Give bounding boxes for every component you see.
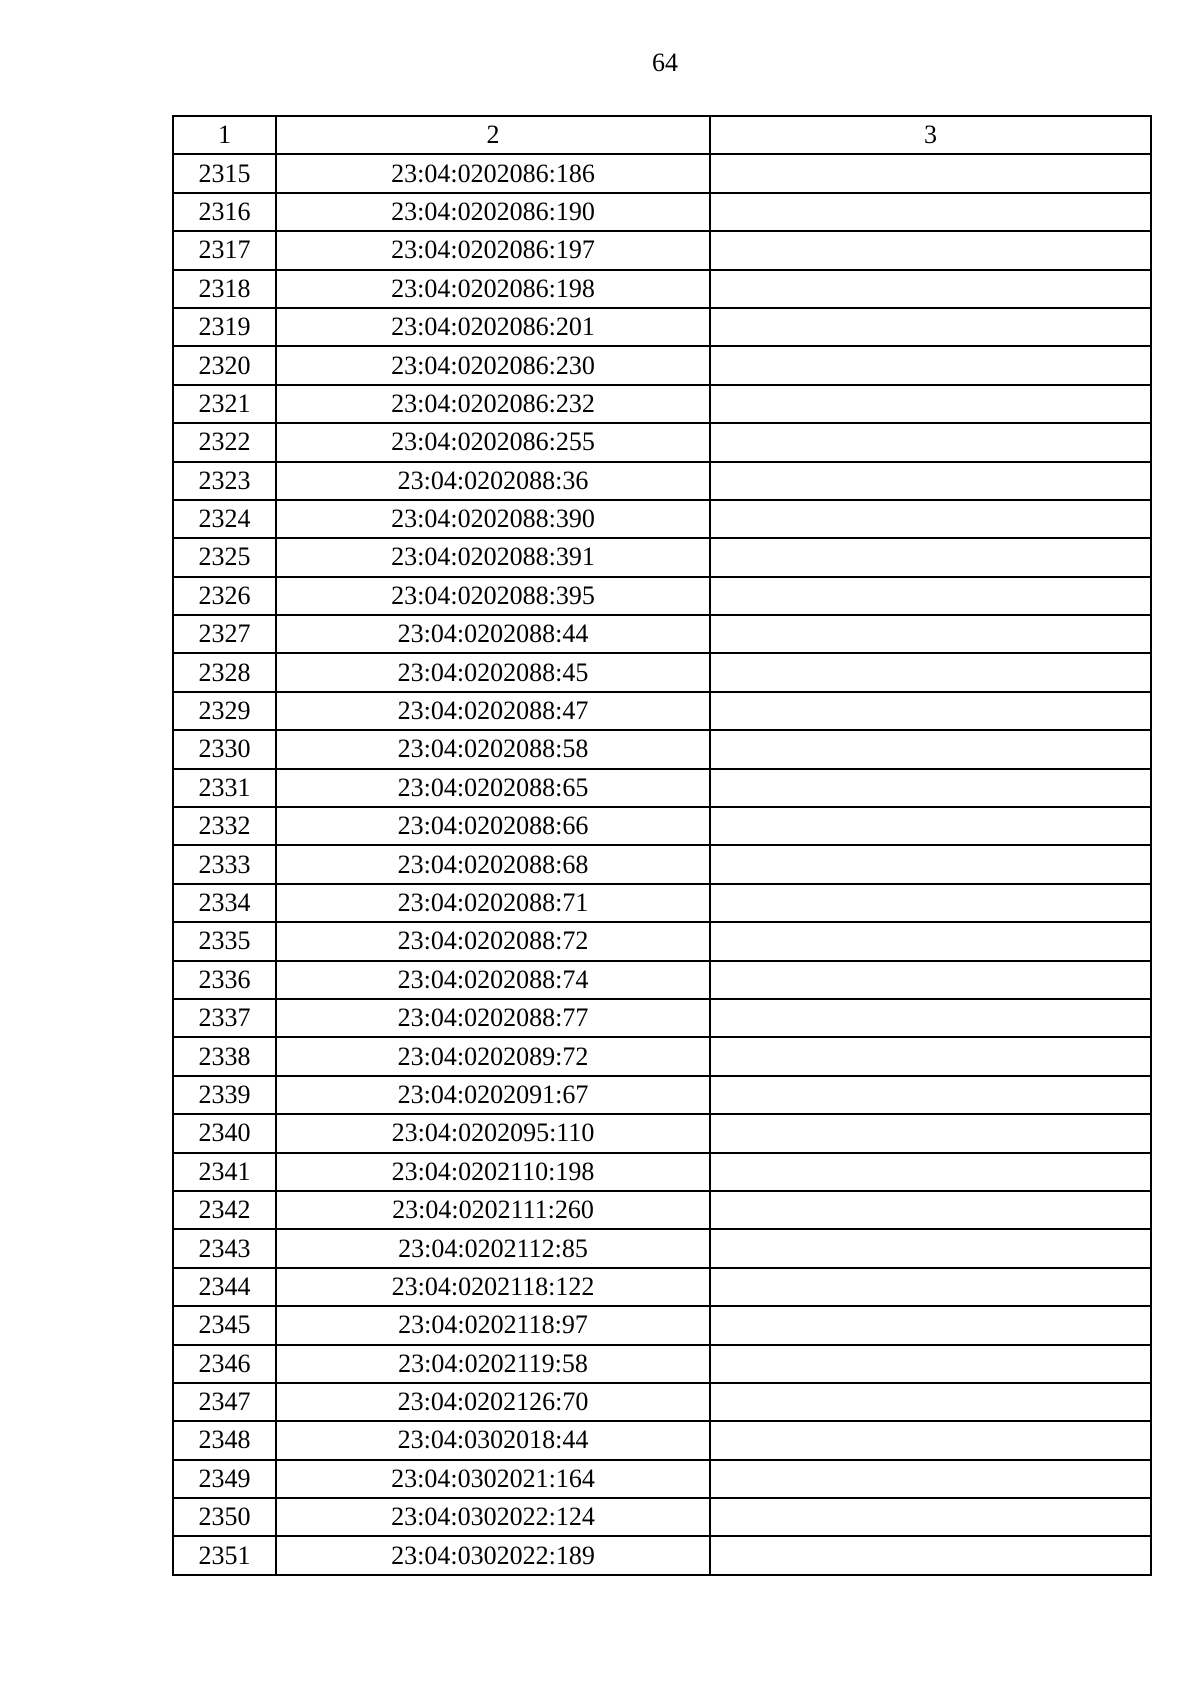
row-number-cell: 2335 [173,922,276,960]
cadastral-number-cell: 23:04:0202118:97 [276,1306,710,1344]
table-row [173,1306,1151,1344]
note-cell [710,154,1151,192]
cadastral-number-cell: 23:04:0202088:74 [276,961,710,999]
cadastral-number-cell: 23:04:0202086:197 [276,231,710,269]
cadastral-number-cell: 23:04:0202089:72 [276,1037,710,1075]
table-header [173,116,1151,154]
note-cell [710,653,1151,691]
row-number-cell: 2349 [173,1460,276,1498]
note-cell [710,1460,1151,1498]
cadastral-number-cell: 23:04:0202088:58 [276,730,710,768]
cadastral-number-cell: 23:04:0302022:124 [276,1498,710,1536]
table-body [173,154,1151,1574]
note-cell [710,1037,1151,1075]
note-cell [710,730,1151,768]
table-row [173,1114,1151,1152]
table-row [173,1268,1151,1306]
cadastral-number-cell: 23:04:0202086:232 [276,385,710,423]
table-row [173,999,1151,1037]
table-row [173,615,1151,653]
note-cell [710,1345,1151,1383]
note-cell [710,577,1151,615]
row-number-cell: 2347 [173,1383,276,1421]
column-header-3: 3 [710,116,1151,154]
row-number-cell: 2318 [173,270,276,308]
note-cell [710,423,1151,461]
cadastral-number-cell: 23:04:0302018:44 [276,1421,710,1459]
cadastral-number-cell: 23:04:0202112:85 [276,1229,710,1267]
cadastral-number-cell: 23:04:0202118:122 [276,1268,710,1306]
cadastral-number-cell: 23:04:0202088:391 [276,538,710,576]
note-cell [710,1383,1151,1421]
note-cell [710,231,1151,269]
row-number-cell: 2331 [173,769,276,807]
table-row [173,1191,1151,1229]
row-number-cell: 2338 [173,1037,276,1075]
table-row [173,922,1151,960]
note-cell [710,769,1151,807]
cadastral-number-cell: 23:04:0202126:70 [276,1383,710,1421]
cadastral-number-cell: 23:04:0202119:58 [276,1345,710,1383]
cadastral-number-cell: 23:04:0302022:189 [276,1536,710,1574]
note-cell [710,1306,1151,1344]
row-number-cell: 2351 [173,1536,276,1574]
cadastral-number-cell: 23:04:0202086:230 [276,346,710,384]
table-row [173,1460,1151,1498]
note-cell [710,193,1151,231]
cadastral-number-cell: 23:04:0202088:44 [276,615,710,653]
table-row [173,231,1151,269]
row-number-cell: 2340 [173,1114,276,1152]
note-cell [710,961,1151,999]
table-row [173,1076,1151,1114]
note-cell [710,1114,1151,1152]
parcel-table [172,115,1152,1576]
cadastral-number-cell: 23:04:0202088:65 [276,769,710,807]
row-number-cell: 2326 [173,577,276,615]
row-number-cell: 2320 [173,346,276,384]
note-cell [710,1268,1151,1306]
row-number-cell: 2333 [173,845,276,883]
table-row [173,1037,1151,1075]
table-row [173,346,1151,384]
table-row [173,538,1151,576]
note-cell [710,999,1151,1037]
cadastral-number-cell: 23:04:0202111:260 [276,1191,710,1229]
row-number-cell: 2344 [173,1268,276,1306]
column-header-2: 2 [276,116,710,154]
note-cell [710,1076,1151,1114]
row-number-cell: 2339 [173,1076,276,1114]
row-number-cell: 2337 [173,999,276,1037]
cadastral-number-cell: 23:04:0202086:186 [276,154,710,192]
row-number-cell: 2329 [173,692,276,730]
row-number-cell: 2348 [173,1421,276,1459]
table-row [173,692,1151,730]
table-row [173,1421,1151,1459]
table-row [173,769,1151,807]
note-cell [710,385,1151,423]
row-number-cell: 2319 [173,308,276,346]
table-row [173,1229,1151,1267]
note-cell [710,922,1151,960]
cadastral-number-cell: 23:04:0202088:36 [276,462,710,500]
header-row [173,116,1151,154]
cadastral-number-cell: 23:04:0202091:67 [276,1076,710,1114]
row-number-cell: 2324 [173,500,276,538]
note-cell [710,1153,1151,1191]
row-number-cell: 2332 [173,807,276,845]
cadastral-number-cell: 23:04:0202086:201 [276,308,710,346]
note-cell [710,500,1151,538]
note-cell [710,1191,1151,1229]
cadastral-number-cell: 23:04:0202088:66 [276,807,710,845]
note-cell [710,845,1151,883]
cadastral-number-cell: 23:04:0202088:390 [276,500,710,538]
row-number-cell: 2350 [173,1498,276,1536]
table-row [173,807,1151,845]
note-cell [710,615,1151,653]
table-row [173,1383,1151,1421]
note-cell [710,1421,1151,1459]
note-cell [710,884,1151,922]
cadastral-number-cell: 23:04:0202086:198 [276,270,710,308]
table-row [173,884,1151,922]
note-cell [710,538,1151,576]
cadastral-number-cell: 23:04:0202095:110 [276,1114,710,1152]
row-number-cell: 2342 [173,1191,276,1229]
table-row [173,154,1151,192]
table-row [173,193,1151,231]
table-row [173,961,1151,999]
table-row [173,1536,1151,1574]
row-number-cell: 2343 [173,1229,276,1267]
cadastral-number-cell: 23:04:0302021:164 [276,1460,710,1498]
table-row [173,385,1151,423]
table-row [173,1498,1151,1536]
cadastral-number-cell: 23:04:0202088:72 [276,922,710,960]
table-row [173,653,1151,691]
cadastral-number-cell: 23:04:0202088:71 [276,884,710,922]
row-number-cell: 2317 [173,231,276,269]
row-number-cell: 2328 [173,653,276,691]
table-row [173,577,1151,615]
note-cell [710,807,1151,845]
note-cell [710,270,1151,308]
note-cell [710,692,1151,730]
row-number-cell: 2321 [173,385,276,423]
column-header-1: 1 [173,116,276,154]
page-number: 64 [652,48,678,77]
row-number-cell: 2327 [173,615,276,653]
table-row [173,1153,1151,1191]
row-number-cell: 2316 [173,193,276,231]
row-number-cell: 2341 [173,1153,276,1191]
row-number-cell: 2323 [173,462,276,500]
cadastral-number-cell: 23:04:0202088:45 [276,653,710,691]
row-number-cell: 2325 [173,538,276,576]
cadastral-number-cell: 23:04:0202086:255 [276,423,710,461]
table-row [173,845,1151,883]
note-cell [710,462,1151,500]
row-number-cell: 2336 [173,961,276,999]
cadastral-number-cell: 23:04:0202088:47 [276,692,710,730]
note-cell [710,1498,1151,1536]
row-number-cell: 2346 [173,1345,276,1383]
row-number-cell: 2315 [173,154,276,192]
table-row [173,500,1151,538]
note-cell [710,308,1151,346]
cadastral-number-cell: 23:04:0202088:68 [276,845,710,883]
row-number-cell: 2322 [173,423,276,461]
table-row [173,308,1151,346]
cadastral-number-cell: 23:04:0202088:77 [276,999,710,1037]
table-row [173,423,1151,461]
row-number-cell: 2334 [173,884,276,922]
cadastral-number-cell: 23:04:0202088:395 [276,577,710,615]
table-row [173,462,1151,500]
row-number-cell: 2330 [173,730,276,768]
cadastral-number-cell: 23:04:0202086:190 [276,193,710,231]
row-number-cell: 2345 [173,1306,276,1344]
cadastral-number-cell: 23:04:0202110:198 [276,1153,710,1191]
note-cell [710,1536,1151,1574]
note-cell [710,1229,1151,1267]
table-row [173,730,1151,768]
note-cell [710,346,1151,384]
table-row [173,1345,1151,1383]
table-row [173,270,1151,308]
